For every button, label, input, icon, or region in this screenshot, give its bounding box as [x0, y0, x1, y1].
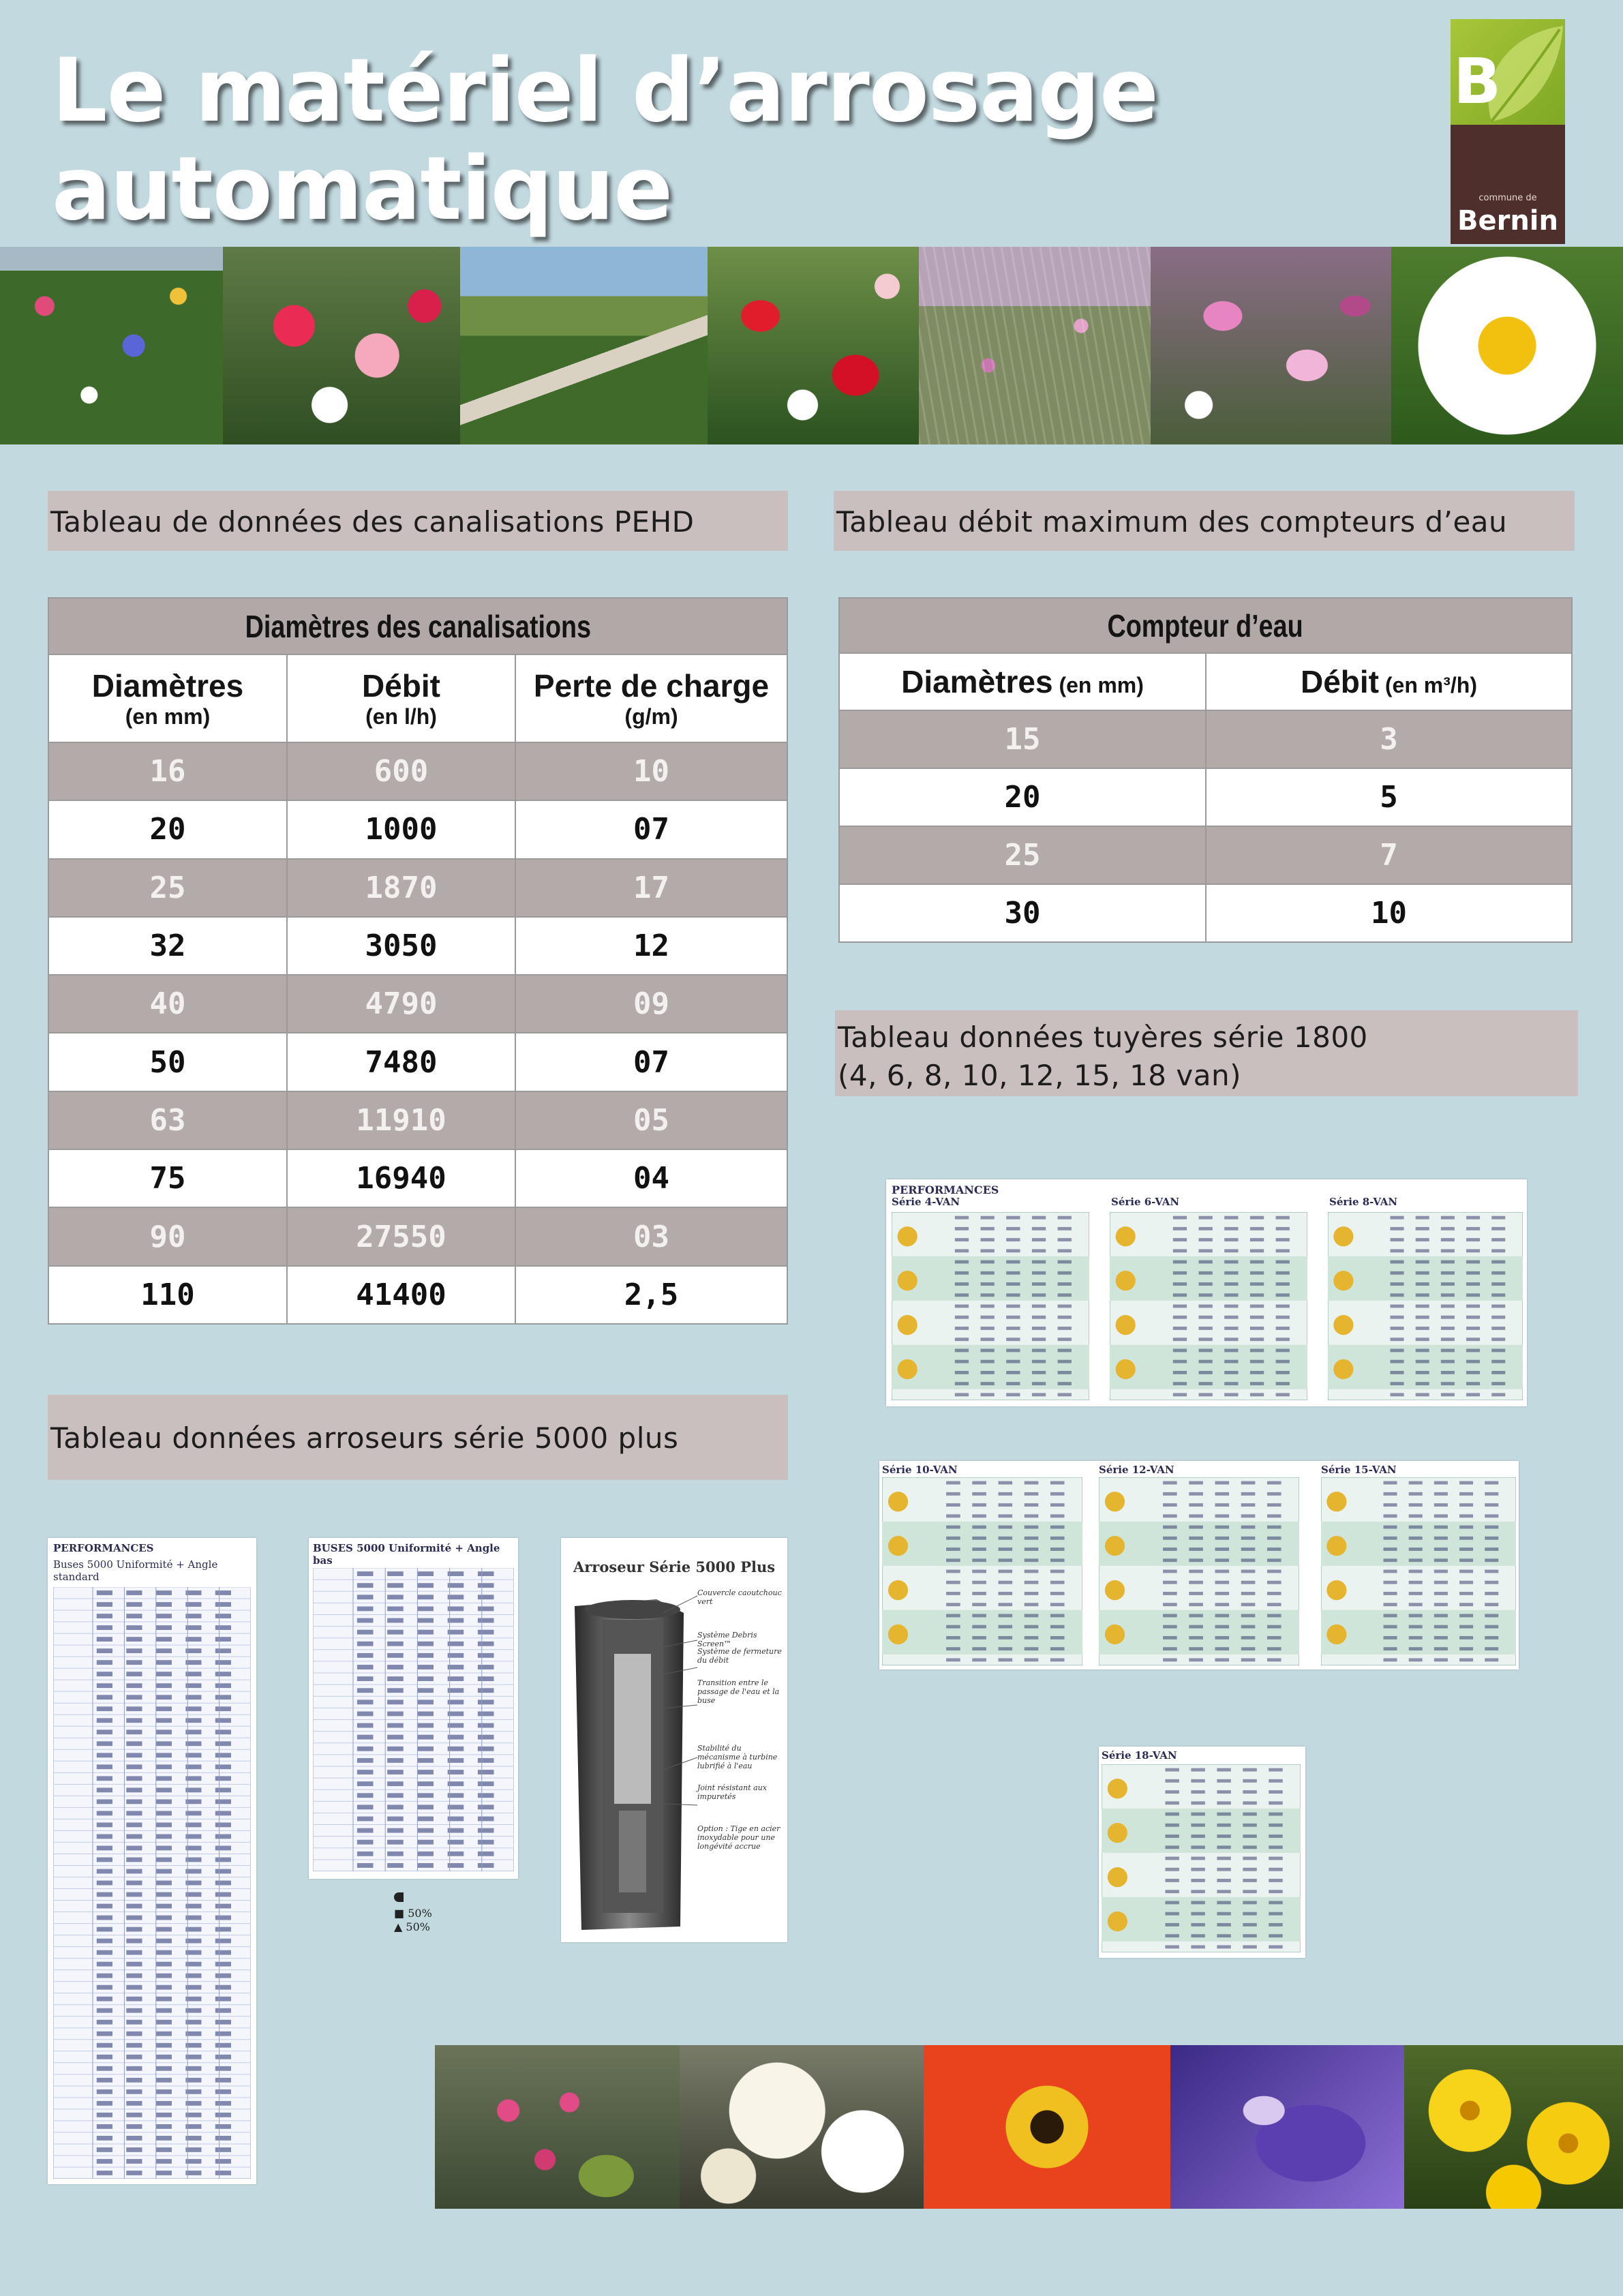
rotor-standard-title: Buses 5000 Uniformité + Angle standard	[53, 1558, 218, 1583]
rotor-note: Système Debris Screen™	[697, 1631, 757, 1648]
pipes-cell: 32	[48, 917, 287, 975]
pipes-header-flow: Débit (en l/h)	[287, 654, 515, 742]
photo-red-gazania	[924, 2045, 1170, 2209]
rotor-standard-table	[53, 1587, 251, 2179]
perf-heading: PERFORMANCES	[892, 1183, 999, 1196]
pipes-cell: 05	[515, 1091, 787, 1149]
table-texture-icon	[1321, 1477, 1516, 1665]
rotor-notes	[697, 1588, 785, 1851]
pipes-cell: 20	[48, 800, 287, 858]
legend-half: ■ 50%	[394, 1907, 432, 1920]
rotor-note: Option : Tige en acier inoxydable pour une longévité accrue	[697, 1824, 780, 1851]
table-texture-icon	[1102, 1764, 1301, 1952]
pipes-cell: 17	[515, 859, 787, 917]
photo-green-hills	[460, 247, 708, 444]
perf-sheet-middle	[879, 1461, 1519, 1670]
pipes-cell: 07	[515, 1033, 787, 1091]
table-texture-icon	[313, 1568, 514, 1871]
half-circle-icon	[394, 1892, 404, 1902]
series-18-van: Série 18-VAN	[1102, 1749, 1177, 1762]
top-photo-strip	[0, 247, 1623, 444]
mini-table-10van	[882, 1477, 1082, 1665]
photo-purple-hyacinth	[1170, 2045, 1404, 2209]
pipes-table-row	[48, 1207, 787, 1265]
rotor-low-title: BUSES 5000 Uniformité + Angle bas	[313, 1542, 500, 1567]
meter-table-caption: Compteur d’eau	[839, 598, 1572, 653]
mini-table-15van	[1321, 1477, 1516, 1665]
page-title	[52, 42, 1158, 239]
section-label-compteurs: Tableau débit maximum des compteurs d’eau	[834, 491, 1575, 551]
pipes-cell: 63	[48, 1091, 287, 1149]
series-4-van: Série 4-VAN	[892, 1196, 960, 1208]
pipes-cell: 11910	[287, 1091, 515, 1149]
logo-leaf-block	[1451, 19, 1565, 125]
meter-table-row	[839, 884, 1572, 942]
meter-cell: 7	[1206, 826, 1572, 884]
rotor-note: Système de fermeture du débit	[697, 1647, 782, 1665]
series-12-van: Série 12-VAN	[1099, 1464, 1174, 1476]
table-texture-icon	[1099, 1477, 1299, 1665]
rotor-note: Stabilité du mécanisme à turbine lubrifié à l'eau	[697, 1744, 778, 1770]
mini-table-18van	[1102, 1764, 1301, 1952]
photo-tulips-red	[708, 247, 919, 444]
meter-cell: 3	[1206, 710, 1572, 768]
meter-cell: 10	[1206, 884, 1572, 942]
logo-name-block	[1451, 125, 1565, 244]
meter-table-row	[839, 768, 1572, 826]
rotor-note: Joint résistant aux impuretés	[697, 1783, 767, 1801]
pipes-cell: 25	[48, 859, 287, 917]
pipes-cell: 09	[515, 975, 787, 1033]
rotor-low-sheet	[309, 1538, 518, 1879]
pipes-cell: 7480	[287, 1033, 515, 1091]
pipes-table-row	[48, 917, 787, 975]
series-6-van: Série 6-VAN	[1111, 1196, 1180, 1208]
series-8-van: Série 8-VAN	[1329, 1196, 1398, 1208]
photo-white-daisy	[1391, 247, 1623, 444]
pipes-cell: 27550	[287, 1207, 515, 1265]
pipes-header-diameter: Diamètres (en mm)	[48, 654, 287, 742]
meter-cell: 30	[839, 884, 1206, 942]
title-line-2: automatique	[52, 138, 672, 240]
pipes-cell: 04	[515, 1149, 787, 1207]
pipes-cell: 2,5	[515, 1266, 787, 1324]
photo-wild-meadow-pink	[919, 247, 1151, 444]
series-15-van: Série 15-VAN	[1321, 1464, 1397, 1476]
photo-spindle-berries	[435, 2045, 680, 2209]
photo-white-cactus-flowers	[680, 2045, 924, 2209]
table-texture-icon	[53, 1587, 251, 2179]
table-texture-icon	[892, 1212, 1089, 1400]
rotor-note: Transition entre le passage de l'eau et la buse	[697, 1678, 780, 1705]
meter-table-row	[839, 710, 1572, 768]
pipes-table-row	[48, 800, 787, 858]
rotor-low-table	[313, 1568, 514, 1871]
pipes-cell: 600	[287, 742, 515, 800]
pipes-cell: 50	[48, 1033, 287, 1091]
pipes-cell: 12	[515, 917, 787, 975]
pipes-cell: 4790	[287, 975, 515, 1033]
pipes-table-row	[48, 1091, 787, 1149]
meter-header-flow: Débit (en m³/h)	[1206, 653, 1572, 710]
pipes-cell: 90	[48, 1207, 287, 1265]
pipes-cell: 03	[515, 1207, 787, 1265]
pipes-table-row	[48, 1149, 787, 1207]
title-line-1: Le matériel d’arrosage	[52, 40, 1158, 142]
table-texture-icon	[882, 1477, 1082, 1665]
bernin-logo	[1451, 19, 1565, 244]
rotor-diagram-title: Arroseur Série 5000 Plus	[573, 1558, 776, 1575]
logo-letter: B	[1453, 45, 1502, 118]
pipes-cell: 1870	[287, 859, 515, 917]
pipes-cell: 16	[48, 742, 287, 800]
mini-table-8van	[1328, 1212, 1523, 1400]
pipes-cell: 1000	[287, 800, 515, 858]
mini-table-4van	[892, 1212, 1089, 1400]
logo-name: Bernin	[1457, 205, 1558, 237]
pipes-cell: 3050	[287, 917, 515, 975]
legend-tri: ▲ 50%	[394, 1920, 430, 1933]
section-label-tuyeres	[835, 1010, 1578, 1096]
pipes-cell: 10	[515, 742, 787, 800]
mini-table-12van	[1099, 1477, 1299, 1665]
photo-pink-tulips	[1151, 247, 1391, 444]
bottom-photo-strip	[435, 2045, 1623, 2209]
rotor-standard-heading: PERFORMANCES	[53, 1542, 154, 1554]
tuyeres-line-1: Tableau données tuyères série 1800	[838, 1021, 1368, 1054]
meter-cell: 20	[839, 768, 1206, 826]
pipes-table-row	[48, 859, 787, 917]
photo-pink-roses	[223, 247, 460, 444]
table-texture-icon	[1328, 1212, 1523, 1400]
meter-cell: 25	[839, 826, 1206, 884]
meter-table	[838, 597, 1573, 943]
pipes-table-row	[48, 1266, 787, 1324]
pipes-header-loss: Perte de charge (g/m)	[515, 654, 787, 742]
rotor-standard-sheet	[48, 1538, 256, 2184]
meter-cell: 15	[839, 710, 1206, 768]
rotor-low-legend	[394, 1892, 432, 1934]
perf-sheet-top	[886, 1179, 1527, 1406]
photo-yellow-daisies	[1404, 2045, 1623, 2209]
section-label-pehd: Tableau de données des canalisations PEHD	[48, 491, 788, 551]
perf-sheet-18van	[1099, 1747, 1305, 1958]
pipes-table-caption: Diamètres des canalisations	[48, 598, 787, 654]
table-texture-icon	[1110, 1212, 1307, 1400]
meter-cell: 5	[1206, 768, 1572, 826]
tuyeres-line-2: (4, 6, 8, 10, 12, 15, 18 van)	[838, 1059, 1241, 1092]
pipes-table	[48, 597, 788, 1325]
pipes-table-row	[48, 1033, 787, 1091]
photo-wildflower-meadow	[0, 247, 223, 444]
logo-caption: commune de	[1478, 193, 1537, 203]
mini-table-6van	[1110, 1212, 1307, 1400]
pipes-cell: 16940	[287, 1149, 515, 1207]
pipes-table-row	[48, 975, 787, 1033]
pipes-table-row	[48, 742, 787, 800]
meter-header-diameter: Diamètres (en mm)	[839, 653, 1206, 710]
rotor-diagram-sheet	[561, 1538, 787, 1942]
pipes-cell: 41400	[287, 1266, 515, 1324]
pipes-cell: 75	[48, 1149, 287, 1207]
pipes-cell: 110	[48, 1266, 287, 1324]
rotor-note: Couvercle caoutchouc vert	[697, 1588, 782, 1606]
section-label-arroseurs: Tableau données arroseurs série 5000 plus	[48, 1395, 788, 1480]
meter-table-row	[839, 826, 1572, 884]
series-10-van: Série 10-VAN	[882, 1464, 958, 1476]
pipes-cell: 07	[515, 800, 787, 858]
pipes-cell: 40	[48, 975, 287, 1033]
